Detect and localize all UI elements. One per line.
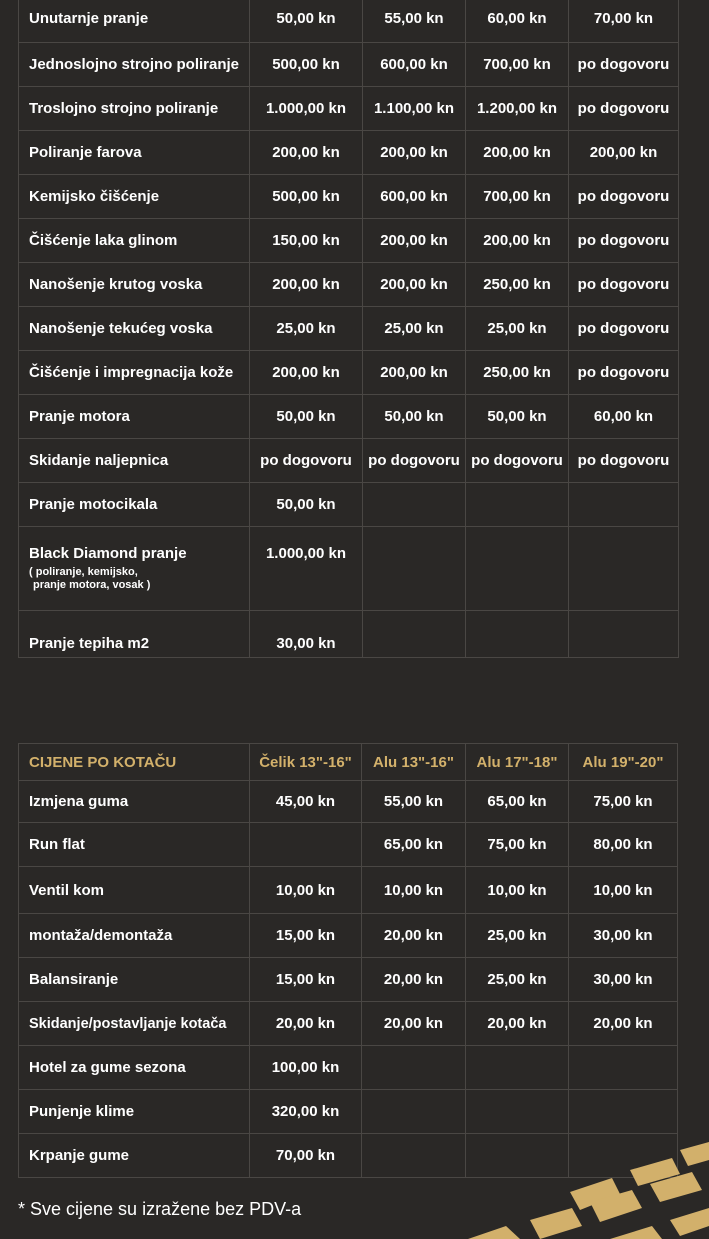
service-name: Kemijsko čišćenje (19, 175, 250, 219)
service-price: po dogovoru (569, 87, 679, 131)
service-price (363, 483, 466, 527)
service-row (19, 611, 679, 658)
wheel-service-price: 70,00 kn (250, 1134, 362, 1178)
wheel-service-name: Izmjena guma (19, 781, 250, 823)
service-price: 50,00 kn (250, 0, 363, 43)
service-price: 1.000,00 kn (250, 527, 363, 611)
wheel-service-price: 10,00 kn (569, 867, 678, 914)
wheel-service-name: Krpanje gume (19, 1134, 250, 1178)
service-name: Troslojno strojno poliranje (19, 87, 250, 131)
checkered-flag-decoration (440, 1140, 709, 1239)
wheel-service-row (19, 781, 678, 823)
wheel-service-row (19, 1090, 678, 1134)
wheel-service-price (362, 1046, 466, 1090)
wheel-service-price: 80,00 kn (569, 823, 678, 867)
service-name: Skidanje naljepnica (19, 439, 250, 483)
service-price: po dogovoru (569, 175, 679, 219)
wheel-service-price: 20,00 kn (466, 1002, 569, 1046)
wheel-service-price (466, 1046, 569, 1090)
service-row (19, 351, 679, 395)
black-diamond-title: Black Diamond pranje (29, 545, 187, 562)
wheel-service-price: 30,00 kn (569, 914, 678, 958)
service-price: po dogovoru (569, 439, 679, 483)
service-price: 25,00 kn (363, 307, 466, 351)
wheel-service-row (19, 958, 678, 1002)
wheel-size-header: Čelik 13"-16" (250, 744, 362, 781)
wheel-service-price: 20,00 kn (362, 914, 466, 958)
wheel-service-name: Skidanje/postavljanje kotača (19, 1002, 250, 1046)
wheel-size-header: Alu 19"-20" (569, 744, 678, 781)
service-price: 200,00 kn (569, 131, 679, 175)
service-name: Pranje motocikala (19, 483, 250, 527)
wheel-size-header: Alu 17"-18" (466, 744, 569, 781)
service-price: 1.200,00 kn (466, 87, 569, 131)
service-price: 50,00 kn (363, 395, 466, 439)
service-price: po dogovoru (466, 439, 569, 483)
service-name: Čišćenje laka glinom (19, 219, 250, 263)
service-price: po dogovoru (569, 263, 679, 307)
detail-line: ( poliranje, kemijsko, (29, 566, 138, 578)
wheel-service-price: 100,00 kn (250, 1046, 362, 1090)
empty-cell (466, 527, 569, 611)
service-price: 250,00 kn (466, 351, 569, 395)
service-price: 25,00 kn (466, 307, 569, 351)
vat-footnote: * Sve cijene su izražene bez PDV-a (18, 1199, 302, 1219)
wheel-service-name: Hotel za gume sezona (19, 1046, 250, 1090)
service-price: 500,00 kn (250, 43, 363, 87)
wheel-size-header: Alu 13"-16" (362, 744, 466, 781)
wheel-service-price: 55,00 kn (362, 781, 466, 823)
wheel-service-row (19, 867, 678, 914)
service-name (19, 527, 250, 611)
wheel-service-price: 25,00 kn (466, 914, 569, 958)
service-price: 150,00 kn (250, 219, 363, 263)
wheel-service-price: 320,00 kn (250, 1090, 362, 1134)
empty-cell (363, 611, 466, 658)
service-row (19, 87, 679, 131)
service-price: 200,00 kn (250, 263, 363, 307)
service-name: Pranje motora (19, 395, 250, 439)
service-price: po dogovoru (569, 351, 679, 395)
service-name: Nanošenje tekućeg voska (19, 307, 250, 351)
service-price: 200,00 kn (466, 219, 569, 263)
service-price: 70,00 kn (569, 0, 679, 43)
wheel-service-price: 20,00 kn (250, 1002, 362, 1046)
service-row (19, 219, 679, 263)
service-price: 200,00 kn (363, 351, 466, 395)
wheel-service-price: 75,00 kn (569, 781, 678, 823)
service-price: 1.100,00 kn (363, 87, 466, 131)
wheel-service-price: 65,00 kn (466, 781, 569, 823)
wheel-service-price: 45,00 kn (250, 781, 362, 823)
wheel-service-name: Ventil kom (19, 867, 250, 914)
service-row (19, 395, 679, 439)
wheel-service-price: 20,00 kn (569, 1002, 678, 1046)
service-price: po dogovoru (250, 439, 363, 483)
black-diamond-details (29, 566, 249, 592)
wheel-service-price (362, 1090, 466, 1134)
wheel-service-name: Balansiranje (19, 958, 250, 1002)
service-name: Poliranje farova (19, 131, 250, 175)
wheel-service-price: 30,00 kn (569, 958, 678, 1002)
service-price: 700,00 kn (466, 43, 569, 87)
wheel-service-price (466, 1090, 569, 1134)
wheel-header-row (19, 744, 678, 781)
wheel-service-price (569, 1090, 678, 1134)
service-price: 25,00 kn (250, 307, 363, 351)
service-price: 200,00 kn (363, 263, 466, 307)
wheel-service-price: 20,00 kn (362, 958, 466, 1002)
service-price (569, 483, 679, 527)
wheel-service-price: 65,00 kn (362, 823, 466, 867)
service-price: 50,00 kn (250, 483, 363, 527)
service-price: 1.000,00 kn (250, 87, 363, 131)
service-price: 500,00 kn (250, 175, 363, 219)
service-price: 200,00 kn (250, 131, 363, 175)
wheel-service-price: 75,00 kn (466, 823, 569, 867)
service-price: po dogovoru (569, 219, 679, 263)
service-price: 50,00 kn (250, 395, 363, 439)
service-row (19, 527, 679, 611)
service-price: 200,00 kn (466, 131, 569, 175)
wheel-service-price (250, 823, 362, 867)
empty-cell (569, 611, 679, 658)
service-price: po dogovoru (569, 307, 679, 351)
empty-cell (466, 611, 569, 658)
empty-cell (569, 527, 679, 611)
wheel-service-price: 20,00 kn (362, 1002, 466, 1046)
service-row (19, 263, 679, 307)
wheel-service-row (19, 1046, 678, 1090)
wheel-service-name: montaža/demontaža (19, 914, 250, 958)
service-row (19, 0, 679, 43)
wheel-service-row (19, 914, 678, 958)
service-price (466, 483, 569, 527)
service-name: Čišćenje i impregnacija kože (19, 351, 250, 395)
wheel-service-price (569, 1046, 678, 1090)
wheel-service-price: 25,00 kn (466, 958, 569, 1002)
wheel-service-price: 15,00 kn (250, 914, 362, 958)
service-price: 200,00 kn (363, 131, 466, 175)
service-price: 200,00 kn (250, 351, 363, 395)
service-price: 60,00 kn (466, 0, 569, 43)
service-row (19, 483, 679, 527)
empty-cell (363, 527, 466, 611)
wheel-price-table (18, 743, 678, 1178)
service-price: po dogovoru (569, 43, 679, 87)
service-row (19, 43, 679, 87)
wheel-service-row (19, 1002, 678, 1046)
service-row (19, 307, 679, 351)
detail-line: pranje motora, vosak ) (33, 579, 151, 591)
service-row (19, 175, 679, 219)
service-row (19, 439, 679, 483)
wheel-service-price: 15,00 kn (250, 958, 362, 1002)
wheel-table-title: CIJENE PO KOTAČU (19, 744, 250, 781)
services-price-table (18, 0, 679, 658)
service-name: Nanošenje krutog voska (19, 263, 250, 307)
service-price: 30,00 kn (250, 611, 363, 658)
service-row (19, 131, 679, 175)
service-price: 60,00 kn (569, 395, 679, 439)
service-price: 700,00 kn (466, 175, 569, 219)
service-price: 55,00 kn (363, 0, 466, 43)
service-price: 600,00 kn (363, 43, 466, 87)
service-name: Jednoslojno strojno poliranje (19, 43, 250, 87)
wheel-service-name: Punjenje klime (19, 1090, 250, 1134)
wheel-service-price: 10,00 kn (250, 867, 362, 914)
service-price: po dogovoru (363, 439, 466, 483)
service-name: Pranje tepiha m2 (19, 611, 250, 658)
wheel-service-price: 10,00 kn (466, 867, 569, 914)
service-price: 600,00 kn (363, 175, 466, 219)
service-price: 250,00 kn (466, 263, 569, 307)
service-name: Unutarnje pranje (19, 0, 250, 43)
wheel-service-price: 10,00 kn (362, 867, 466, 914)
service-price: 50,00 kn (466, 395, 569, 439)
wheel-service-row (19, 823, 678, 867)
service-price: 200,00 kn (363, 219, 466, 263)
wheel-service-name: Run flat (19, 823, 250, 867)
